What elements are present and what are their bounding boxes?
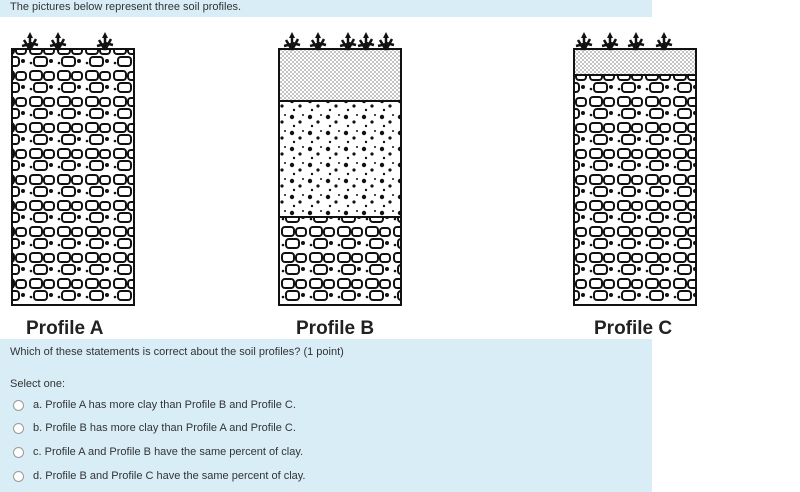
option-d-text: d. Profile B and Profile C have the same percent of clay. bbox=[33, 470, 306, 482]
option-d[interactable] bbox=[13, 468, 306, 484]
radio-option-d[interactable] bbox=[13, 471, 24, 482]
option-b[interactable] bbox=[13, 420, 296, 436]
profile-a-label: Profile A bbox=[26, 318, 104, 339]
option-b-text: b. Profile B has more clay than Profile A and Profile C. bbox=[33, 422, 296, 434]
profile-a-drawing bbox=[12, 32, 134, 305]
soil-profiles-drawing bbox=[0, 17, 700, 339]
profile-c-drawing bbox=[574, 32, 696, 305]
radio-option-c[interactable] bbox=[13, 447, 24, 458]
select-one-label: Select one: bbox=[10, 378, 66, 390]
radio-option-a[interactable] bbox=[13, 400, 24, 411]
intro-text: The pictures below represent three soil profiles. bbox=[10, 1, 242, 13]
profile-b-drawing bbox=[279, 32, 401, 305]
option-a-text: a. Profile A has more clay than Profile B and Profile C. bbox=[33, 399, 296, 411]
soil-profiles-figure bbox=[0, 17, 700, 339]
profile-b-label: Profile B bbox=[296, 318, 375, 339]
option-c[interactable] bbox=[13, 444, 303, 460]
radio-option-b[interactable] bbox=[13, 423, 24, 434]
question-text: Which of these statements is correct about the soil profiles? (1 point) bbox=[10, 346, 344, 358]
option-a[interactable] bbox=[13, 397, 296, 413]
option-c-text: c. Profile A and Profile B have the same percent of clay. bbox=[33, 446, 304, 458]
profile-c-label: Profile C bbox=[594, 318, 673, 339]
